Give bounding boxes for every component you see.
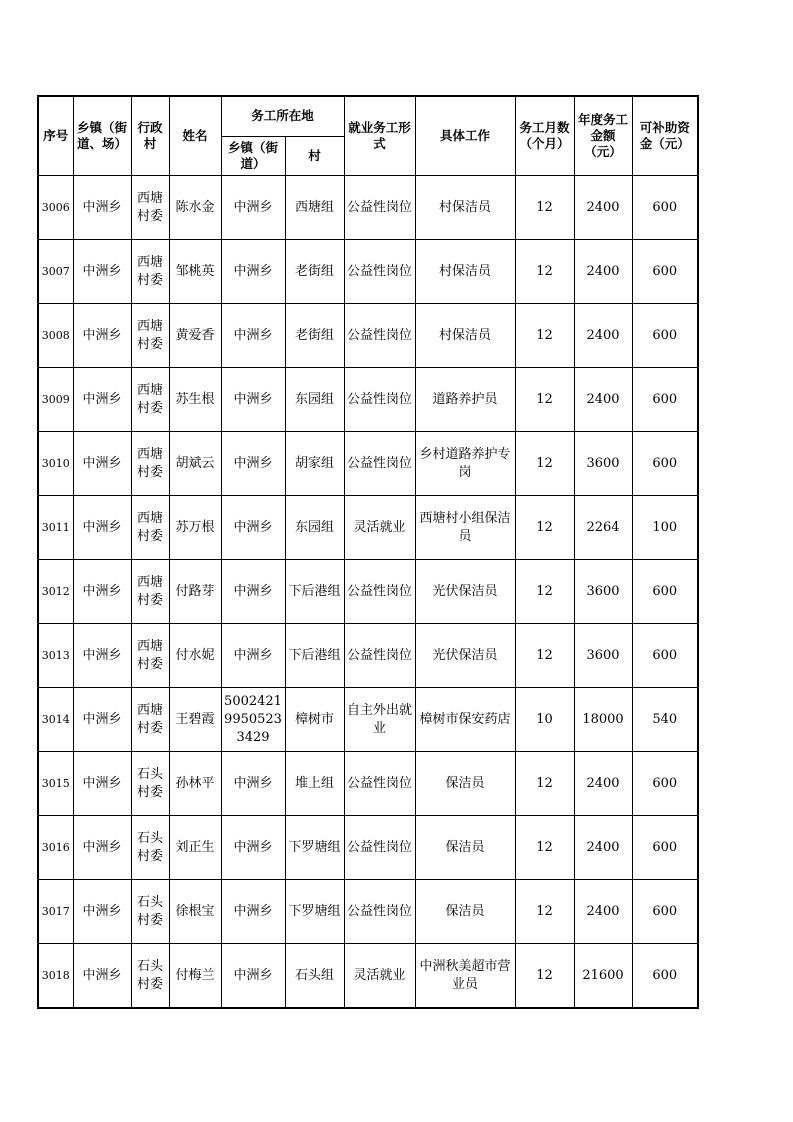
- cell-seq: 3015: [38, 752, 73, 816]
- table-row: [38, 880, 698, 944]
- cell-seq: 3009: [38, 368, 73, 432]
- cell-village: 石头村委: [131, 880, 169, 944]
- cell-town: 中洲乡: [73, 304, 131, 368]
- cell-location-town: 中洲乡: [221, 368, 285, 432]
- cell-location-town: 中洲乡: [221, 496, 285, 560]
- cell-employment-form: 公益性岗位: [344, 304, 415, 368]
- cell-months: 12: [515, 624, 574, 688]
- cell-subsidy: 600: [632, 240, 698, 304]
- cell-location-village: 老街组: [285, 240, 344, 304]
- cell-seq: 3010: [38, 432, 73, 496]
- cell-location-village: 堆上组: [285, 752, 344, 816]
- cell-subsidy: 600: [632, 752, 698, 816]
- cell-subsidy: 600: [632, 944, 698, 1009]
- cell-months: 12: [515, 176, 574, 240]
- cell-seq: 3007: [38, 240, 73, 304]
- header-annual-amount: 年度务工金额（元）: [574, 96, 632, 176]
- table-row: [38, 624, 698, 688]
- cell-months: 12: [515, 496, 574, 560]
- cell-months: 12: [515, 752, 574, 816]
- cell-subsidy: 600: [632, 304, 698, 368]
- cell-name: 王碧霞: [169, 688, 221, 752]
- cell-seq: 3018: [38, 944, 73, 1009]
- header-subsidy: 可补助资金（元）: [632, 96, 698, 176]
- header-seq: 序号: [38, 96, 73, 176]
- cell-subsidy: 600: [632, 624, 698, 688]
- cell-months: 12: [515, 240, 574, 304]
- cell-subsidy: 600: [632, 368, 698, 432]
- table-row: [38, 560, 698, 624]
- table-row: [38, 240, 698, 304]
- cell-annual-amount: 2400: [574, 304, 632, 368]
- cell-name: 陈水金: [169, 176, 221, 240]
- cell-employment-form: 公益性岗位: [344, 176, 415, 240]
- cell-employment-form: 公益性岗位: [344, 560, 415, 624]
- cell-location-town: 中洲乡: [221, 816, 285, 880]
- cell-location-town: 中洲乡: [221, 560, 285, 624]
- cell-seq: 3016: [38, 816, 73, 880]
- header-employment-form: 就业务工形式: [344, 96, 415, 176]
- cell-town: 中洲乡: [73, 688, 131, 752]
- cell-town: 中洲乡: [73, 944, 131, 1009]
- cell-annual-amount: 2400: [574, 816, 632, 880]
- cell-job: 村保洁员: [415, 176, 515, 240]
- header-location-town: 乡镇（街道）: [221, 136, 285, 176]
- cell-location-village: 胡家组: [285, 432, 344, 496]
- cell-name: 孙林平: [169, 752, 221, 816]
- cell-subsidy: 600: [632, 816, 698, 880]
- cell-seq: 3008: [38, 304, 73, 368]
- table-row: [38, 688, 698, 752]
- header-location-village: 村: [285, 136, 344, 176]
- table-row: [38, 432, 698, 496]
- cell-seq: 3014: [38, 688, 73, 752]
- cell-location-town: 500242199505233429: [221, 688, 285, 752]
- cell-village: 西塘村委: [131, 176, 169, 240]
- cell-location-village: 西塘组: [285, 176, 344, 240]
- cell-seq: 3012: [38, 560, 73, 624]
- cell-town: 中洲乡: [73, 496, 131, 560]
- cell-annual-amount: 21600: [574, 944, 632, 1009]
- cell-annual-amount: 3600: [574, 624, 632, 688]
- cell-job: 保洁员: [415, 752, 515, 816]
- cell-location-village: 老街组: [285, 304, 344, 368]
- cell-location-town: 中洲乡: [221, 240, 285, 304]
- cell-location-village: 石头组: [285, 944, 344, 1009]
- cell-job: 中洲秋美超市营业员: [415, 944, 515, 1009]
- table-row: [38, 496, 698, 560]
- cell-job: 光伏保洁员: [415, 624, 515, 688]
- cell-months: 12: [515, 432, 574, 496]
- cell-employment-form: 公益性岗位: [344, 368, 415, 432]
- cell-months: 12: [515, 816, 574, 880]
- cell-annual-amount: 2264: [574, 496, 632, 560]
- cell-location-town: 中洲乡: [221, 880, 285, 944]
- header-town: 乡镇（街道、场）: [73, 96, 131, 176]
- cell-employment-form: 公益性岗位: [344, 752, 415, 816]
- cell-annual-amount: 2400: [574, 752, 632, 816]
- cell-employment-form: 自主外出就业: [344, 688, 415, 752]
- cell-name: 付水妮: [169, 624, 221, 688]
- cell-location-town: 中洲乡: [221, 432, 285, 496]
- table-row: [38, 368, 698, 432]
- cell-location-village: 东园组: [285, 368, 344, 432]
- cell-village: 西塘村委: [131, 432, 169, 496]
- cell-village: 西塘村委: [131, 624, 169, 688]
- table-header: [38, 96, 698, 176]
- cell-town: 中洲乡: [73, 752, 131, 816]
- cell-annual-amount: 2400: [574, 368, 632, 432]
- cell-employment-form: 灵活就业: [344, 496, 415, 560]
- header-months: 务工月数（个月）: [515, 96, 574, 176]
- cell-town: 中洲乡: [73, 624, 131, 688]
- cell-job: 保洁员: [415, 816, 515, 880]
- cell-annual-amount: 2400: [574, 176, 632, 240]
- cell-employment-form: 灵活就业: [344, 944, 415, 1009]
- header-job: 具体工作: [415, 96, 515, 176]
- cell-location-town: 中洲乡: [221, 944, 285, 1009]
- cell-location-village: 下后港组: [285, 560, 344, 624]
- cell-name: 黄爱香: [169, 304, 221, 368]
- header-village: 行政村: [131, 96, 169, 176]
- cell-name: 付路芽: [169, 560, 221, 624]
- cell-employment-form: 公益性岗位: [344, 816, 415, 880]
- cell-name: 徐根宝: [169, 880, 221, 944]
- cell-location-village: 樟树市: [285, 688, 344, 752]
- cell-job: 村保洁员: [415, 240, 515, 304]
- cell-annual-amount: 2400: [574, 240, 632, 304]
- cell-subsidy: 600: [632, 176, 698, 240]
- cell-months: 12: [515, 944, 574, 1009]
- cell-village: 西塘村委: [131, 240, 169, 304]
- cell-job: 村保洁员: [415, 304, 515, 368]
- cell-seq: 3013: [38, 624, 73, 688]
- cell-location-town: 中洲乡: [221, 624, 285, 688]
- cell-job: 保洁员: [415, 880, 515, 944]
- table-row: [38, 176, 698, 240]
- table-body: [38, 176, 698, 1009]
- cell-subsidy: 600: [632, 560, 698, 624]
- cell-town: 中洲乡: [73, 176, 131, 240]
- cell-months: 12: [515, 304, 574, 368]
- cell-name: 苏生根: [169, 368, 221, 432]
- cell-location-village: 下后港组: [285, 624, 344, 688]
- cell-job: 光伏保洁员: [415, 560, 515, 624]
- cell-employment-form: 公益性岗位: [344, 880, 415, 944]
- employment-subsidy-table: [37, 95, 699, 1009]
- cell-village: 西塘村委: [131, 560, 169, 624]
- table-row: [38, 816, 698, 880]
- cell-seq: 3006: [38, 176, 73, 240]
- cell-job: 乡村道路养护专岗: [415, 432, 515, 496]
- cell-seq: 3011: [38, 496, 73, 560]
- table-row: [38, 752, 698, 816]
- cell-village: 西塘村委: [131, 496, 169, 560]
- cell-employment-form: 公益性岗位: [344, 432, 415, 496]
- header-name: 姓名: [169, 96, 221, 176]
- cell-location-village: 东园组: [285, 496, 344, 560]
- cell-village: 石头村委: [131, 752, 169, 816]
- cell-subsidy: 600: [632, 880, 698, 944]
- cell-job: 道路养护员: [415, 368, 515, 432]
- cell-location-town: 中洲乡: [221, 752, 285, 816]
- table-row: [38, 304, 698, 368]
- cell-annual-amount: 3600: [574, 560, 632, 624]
- cell-town: 中洲乡: [73, 560, 131, 624]
- cell-annual-amount: 2400: [574, 880, 632, 944]
- cell-name: 邹桃英: [169, 240, 221, 304]
- cell-village: 西塘村委: [131, 368, 169, 432]
- cell-months: 10: [515, 688, 574, 752]
- cell-location-village: 下罗塘组: [285, 880, 344, 944]
- cell-annual-amount: 3600: [574, 432, 632, 496]
- cell-subsidy: 600: [632, 432, 698, 496]
- cell-town: 中洲乡: [73, 816, 131, 880]
- cell-name: 刘正生: [169, 816, 221, 880]
- cell-job: 西塘村小组保洁员: [415, 496, 515, 560]
- cell-location-town: 中洲乡: [221, 176, 285, 240]
- cell-employment-form: 公益性岗位: [344, 624, 415, 688]
- cell-village: 石头村委: [131, 816, 169, 880]
- cell-location-town: 中洲乡: [221, 304, 285, 368]
- cell-town: 中洲乡: [73, 432, 131, 496]
- cell-subsidy: 100: [632, 496, 698, 560]
- cell-subsidy: 540: [632, 688, 698, 752]
- cell-town: 中洲乡: [73, 368, 131, 432]
- cell-town: 中洲乡: [73, 880, 131, 944]
- cell-months: 12: [515, 368, 574, 432]
- cell-location-village: 下罗塘组: [285, 816, 344, 880]
- cell-seq: 3017: [38, 880, 73, 944]
- cell-village: 石头村委: [131, 944, 169, 1009]
- cell-name: 苏万根: [169, 496, 221, 560]
- cell-village: 西塘村委: [131, 304, 169, 368]
- cell-name: 胡斌云: [169, 432, 221, 496]
- table-row: [38, 944, 698, 1009]
- cell-name: 付梅兰: [169, 944, 221, 1009]
- cell-months: 12: [515, 560, 574, 624]
- header-work-location: 务工所在地: [221, 96, 344, 136]
- cell-town: 中洲乡: [73, 240, 131, 304]
- cell-employment-form: 公益性岗位: [344, 240, 415, 304]
- cell-annual-amount: 18000: [574, 688, 632, 752]
- cell-job: 樟树市保安药店: [415, 688, 515, 752]
- cell-village: 西塘村委: [131, 688, 169, 752]
- cell-months: 12: [515, 880, 574, 944]
